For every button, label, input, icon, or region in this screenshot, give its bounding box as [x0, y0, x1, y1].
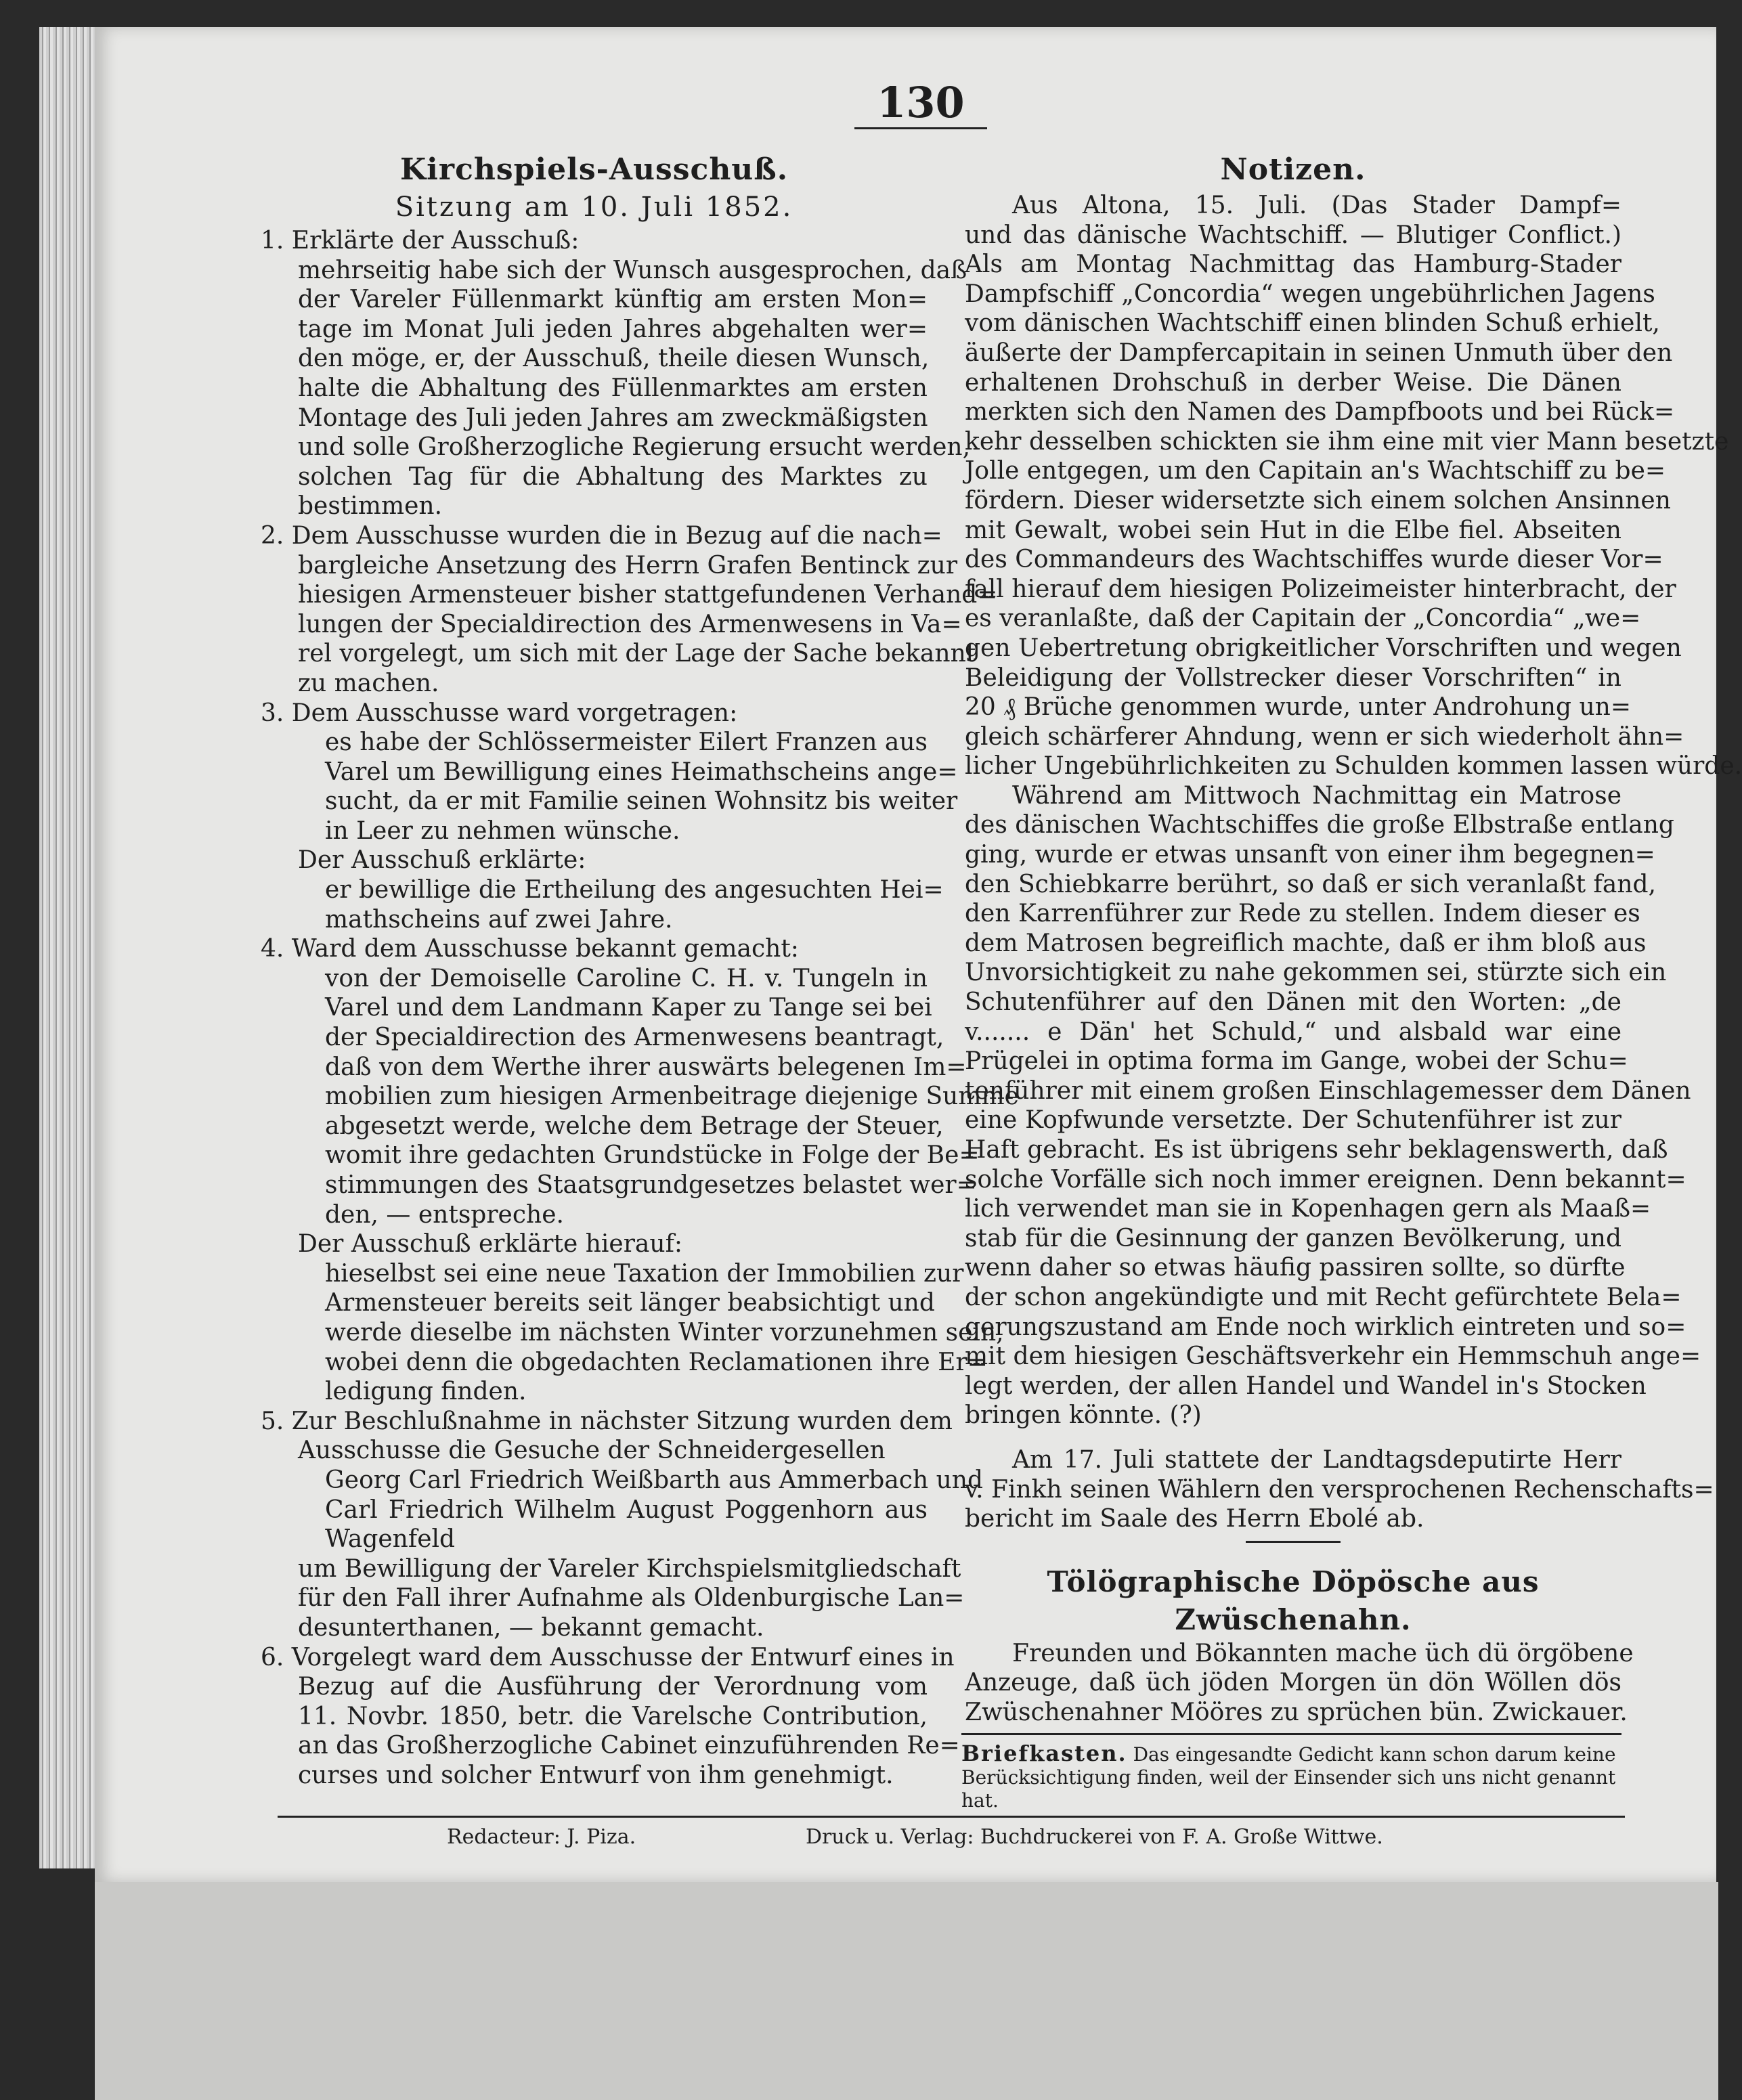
text-line: Als am Montag Nachmittag das Hamburg-Stader: [965, 250, 1621, 279]
text-line: Prügelei in optima forma im Gange, wobei der Schu=: [965, 1047, 1628, 1076]
text-line: lungen der Specialdirection des Armenwesens in Va=: [298, 610, 962, 638]
text-line: womit ihre gedachten Grundstücke in Folge der Be=: [325, 1141, 980, 1170]
text-line: den Schiebkarre berührt, so daß er sich veranlaßt fand,: [965, 870, 1657, 898]
briefkasten-text: Das eingesandte Gedicht kann schon darum keine Berücksichtigung finden, weil der Einsender sich uns nicht genannt hat.: [961, 1743, 1616, 1812]
text-line: solche Vorfälle sich noch immer ereignen. Denn bekannt=: [965, 1165, 1686, 1194]
text-line: sucht, da er mit Familie seinen Wohnsitz bis weiter: [325, 787, 958, 816]
text-line: kehr desselben schickten sie ihm eine mit vier Mann besetzte: [965, 427, 1729, 456]
text-line: lich verwendet man sie in Kopenhagen gern als Maaß=: [965, 1195, 1651, 1223]
text-line: Während am Mittwoch Nachmittag ein Matrose: [1012, 781, 1621, 810]
text-line: der Vareler Füllenmarkt künftig am ersten Mon=: [298, 286, 928, 314]
text-line: Dampfschiff „Concordia“ wegen ungebührlichen Jagens: [965, 280, 1655, 308]
text-line: Carl Friedrich Wilhelm August Poggenhorn aus: [325, 1495, 928, 1524]
text-line: äußerte der Dampfercapitain in seinen Unmuth über den: [965, 338, 1673, 367]
session-date: Sitzung am 10. Juli 1852.: [395, 192, 793, 223]
resolution-item: [261, 226, 971, 521]
resolution-item: [261, 699, 958, 935]
text-line: 2. Dem Ausschusse wurden die in Bezug auf die nach=: [261, 521, 942, 550]
text-line: 1. Erklärte der Ausschuß:: [261, 227, 580, 255]
article-altona: [965, 191, 1742, 1430]
depesche-title: Tölögraphische Döpösche aus Zwüschenahn.: [1047, 1565, 1540, 1636]
text-line: fördern. Dieser widersetzte sich einem solchen Ansinnen: [965, 486, 1671, 515]
text-line: mehrseitig habe sich der Wunsch ausgesprochen, daß: [298, 256, 967, 284]
text-line: Varel um Bewilligung eines Heimathscheins ange=: [325, 758, 958, 786]
page-number-rule: [854, 127, 987, 129]
text-line: tenführer mit einem großen Einschlagemesser dem Dänen: [965, 1076, 1691, 1105]
text-line: Bezug auf die Ausführung der Verordnung vom: [298, 1673, 928, 1701]
resolution-list: [261, 226, 1019, 1790]
text-line: Beleidigung der Vollstrecker dieser Vorschriften“ in: [965, 663, 1621, 692]
text-line: 3. Dem Ausschusse ward vorgetragen:: [261, 699, 738, 727]
text-line: ledigung finden.: [325, 1378, 527, 1406]
text-line: Am 17. Juli stattete der Landtagsdeputirte Herr: [1012, 1445, 1621, 1474]
text-line: werde dieselbe im nächsten Winter vorzunehmen sein,: [325, 1318, 1004, 1347]
briefkasten-title: Briefkasten.: [961, 1741, 1127, 1766]
text-line: 20 ₰ Brüche genommen wurde, unter Androhung un=: [965, 693, 1631, 722]
text-line: und solle Großherzogliche Regierung ersucht werden,: [298, 433, 971, 462]
text-line: merkten sich den Namen des Dampfboots und bei Rück=: [965, 398, 1675, 426]
text-line: 5. Zur Beschlußnahme in nächster Sitzung wurden dem: [261, 1407, 953, 1435]
footer-rule: [278, 1816, 1625, 1818]
depesche-text: [965, 1639, 1634, 1728]
text-line: mathscheins auf zwei Jahre.: [325, 905, 673, 934]
text-line: des dänischen Wachtschiffes die große Elbstraße entlang: [965, 811, 1674, 839]
text-line: licher Ungebührlichkeiten zu Schulden kommen lassen würde.: [965, 752, 1742, 781]
text-line: desunterthanen, — bekannt gemacht.: [298, 1613, 764, 1642]
text-line: 11. Novbr. 1850, betr. die Varelsche Contribution,: [298, 1702, 928, 1730]
text-line: 6. Vorgelegt ward dem Ausschusse der Entwurf eines in: [261, 1643, 955, 1671]
text-line: solchen Tag für die Abhaltung des Marktes zu: [298, 462, 928, 491]
text-line: Armensteuer bereits seit länger beabsichtigt und: [325, 1289, 935, 1317]
text-line: wenn daher so etwas häufig passiren sollte, so dürfte: [965, 1254, 1626, 1282]
right-column: [965, 150, 1742, 1728]
text-line: und das dänische Wachtschiff. — Blutiger Conflict.): [965, 221, 1621, 249]
text-line: bericht im Saale des Herrn Ebolé ab.: [965, 1505, 1424, 1533]
text-line: mobilien zum hiesigen Armenbeitrage diejenige Summe: [325, 1082, 1019, 1111]
text-line: von der Demoiselle Caroline C. H. v. Tungeln in: [325, 964, 928, 992]
text-line: ging, wurde er etwas unsanft von einer ihm begegnen=: [965, 841, 1655, 869]
text-line: Unvorsichtigkeit zu nahe gekommen sei, stürzte sich ein: [965, 959, 1667, 987]
text-line: daß von dem Werthe ihrer auswärts belegenen Im=: [325, 1053, 967, 1081]
text-line: legt werden, der allen Handel und Wandel in's Stocken: [965, 1372, 1647, 1400]
text-line: der schon angekündigte und mit Recht gefürchtete Bela=: [965, 1283, 1682, 1311]
text-line: Ausschusse die Gesuche der Schneidergesellen: [298, 1437, 886, 1465]
text-line: gerungszustand am Ende noch wirklich eintreten und so=: [965, 1313, 1686, 1341]
text-line: den, — entspreche.: [325, 1200, 564, 1229]
text-line: Der Ausschuß erklärte hierauf:: [298, 1230, 683, 1259]
text-line: Jolle entgegen, um den Capitain an's Wachtschiff zu be=: [965, 457, 1666, 485]
text-line: fall hierauf dem hiesigen Polizeimeister hinterbracht, der: [965, 575, 1676, 603]
text-line: stab für die Gesinnung der ganzen Bevölkerung, und: [965, 1224, 1621, 1252]
text-line: v....... e Dän' het Schuld,“ und alsbald war eine: [965, 1018, 1621, 1046]
briefkasten-box: [961, 1733, 1621, 1812]
text-line: wobei denn die obgedachten Reclamationen ihre Er=: [325, 1348, 988, 1376]
text-line: gen Uebertretung obrigkeitlicher Vorschriften und wegen: [965, 634, 1682, 662]
section-title-notizen: Notizen.: [1220, 152, 1366, 187]
text-line: zu machen.: [298, 669, 439, 697]
text-line: eine Kopfwunde versetzte. Der Schutenführer ist zur: [965, 1106, 1621, 1135]
text-line: er bewillige die Ertheilung des angesuchten Hei=: [325, 876, 944, 904]
text-line: tage im Monat Juli jeden Jahres abgehalten wer=: [298, 315, 928, 343]
text-line: des Commandeurs des Wachtschiffes wurde dieser Vor=: [965, 546, 1663, 574]
text-line: an das Großherzogliche Cabinet einzuführenden Re=: [298, 1732, 960, 1760]
text-line: curses und solcher Entwurf von ihm genehmigt.: [298, 1761, 894, 1789]
text-line: hiesigen Armensteuer bisher stattgefundenen Verhand=: [298, 581, 998, 609]
resolution-item: [261, 521, 998, 699]
text-line: Varel und dem Landmann Kaper zu Tange sei bei: [325, 994, 932, 1022]
text-line: in Leer zu nehmen wünsche.: [325, 816, 680, 845]
text-line: bestimmen.: [298, 492, 443, 521]
text-line: den möge, er, der Ausschuß, theile diesen Wunsch,: [298, 345, 930, 373]
text-line: hieselbst sei eine neue Taxation der Immobilien zur: [325, 1259, 964, 1288]
text-line: dem Matrosen begreiflich machte, daß er ihm bloß aus: [965, 929, 1647, 957]
scan-background: [95, 1882, 1718, 2100]
text-line: mit Gewalt, wobei sein Hut in die Elbe fiel. Abseiten: [965, 516, 1621, 544]
separator-rule: [1246, 1541, 1341, 1543]
article-landtag: [965, 1445, 1714, 1534]
text-line: Schutenführer auf den Dänen mit den Worten: „de: [965, 988, 1621, 1017]
page-number: 130: [877, 78, 965, 127]
text-line: den Karrenführer zur Rede zu stellen. Indem dieser es: [965, 900, 1640, 928]
text-line: es veranlaßte, daß der Capitain der „Concordia“ „we=: [965, 605, 1641, 633]
text-line: Haft gebracht. Es ist übrigens sehr beklagenswerth, daß: [965, 1136, 1668, 1164]
text-line: abgesetzt werde, welche dem Betrage der Steuer,: [325, 1112, 944, 1140]
text-line: bargleiche Ansetzung des Herrn Grafen Bentinck zur: [298, 551, 958, 579]
resolution-item: [261, 1643, 960, 1791]
left-column: [261, 150, 1019, 1790]
text-line: 4. Ward dem Ausschusse bekannt gemacht:: [261, 935, 799, 963]
text-line: es habe der Schlössermeister Eilert Franzen aus: [325, 728, 928, 757]
text-line: Anzeuge, daß üch jöden Morgen ün dön Wöllen dös: [965, 1669, 1621, 1697]
resolution-item: [261, 934, 1019, 1407]
section-title-kirchspiels-ausschuss: Kirchspiels-Ausschuß.: [399, 152, 789, 187]
text-line: gleich schärferer Ahndung, wenn er sich wiederholt ähn=: [965, 722, 1684, 751]
resolution-item: [261, 1407, 983, 1643]
text-line: Wagenfeld: [325, 1525, 456, 1554]
text-line: Aus Altona, 15. Juli. (Das Stader Dampf=: [1012, 192, 1621, 219]
text-line: mit dem hiesigen Geschäftsverkehr ein Hemmschuh ange=: [965, 1342, 1701, 1371]
text-line: halte die Abhaltung des Füllenmarktes am ersten: [298, 374, 928, 402]
footer-printer: Druck u. Verlag: Buchdruckerei von F. A. Große Wittwe.: [806, 1825, 1383, 1849]
text-line: erhaltenen Drohschuß in derber Weise. Die Dänen: [965, 368, 1621, 397]
footer-editor: Redacteur: J. Piza.: [447, 1825, 636, 1849]
text-line: rel vorgelegt, um sich mit der Lage der Sache bekannt: [298, 640, 976, 668]
text-line: vom dänischen Wachtschiff einen blinden Schuß erhielt,: [965, 309, 1660, 338]
text-line: Georg Carl Friedrich Weißbarth aus Ammerbach und: [325, 1466, 983, 1494]
text-line: der Specialdirection des Armenwesens beantragt,: [325, 1024, 944, 1052]
text-line: v. Finkh seinen Wählern den versprochenen Rechenschafts=: [965, 1475, 1714, 1504]
text-line: stimmungen des Staatsgrundgesetzes belastet wer=: [325, 1171, 977, 1199]
text-line: um Bewilligung der Vareler Kirchspielsmitgliedschaft: [298, 1554, 961, 1583]
text-line: Montage des Juli jeden Jahres am zweckmäßigsten: [298, 403, 928, 432]
text-line: Freunden und Bökannten mache üch dü örgöbene: [1012, 1639, 1634, 1667]
text-line: Zwüschenahner Mööres zu sprüchen bün. Zwickauer.: [965, 1698, 1628, 1726]
text-line: für den Fall ihrer Aufnahme als Oldenburgische Lan=: [298, 1584, 965, 1613]
text-line: Der Ausschuß erklärte:: [298, 846, 586, 875]
text-line: bringen könnte. (?): [965, 1401, 1202, 1430]
